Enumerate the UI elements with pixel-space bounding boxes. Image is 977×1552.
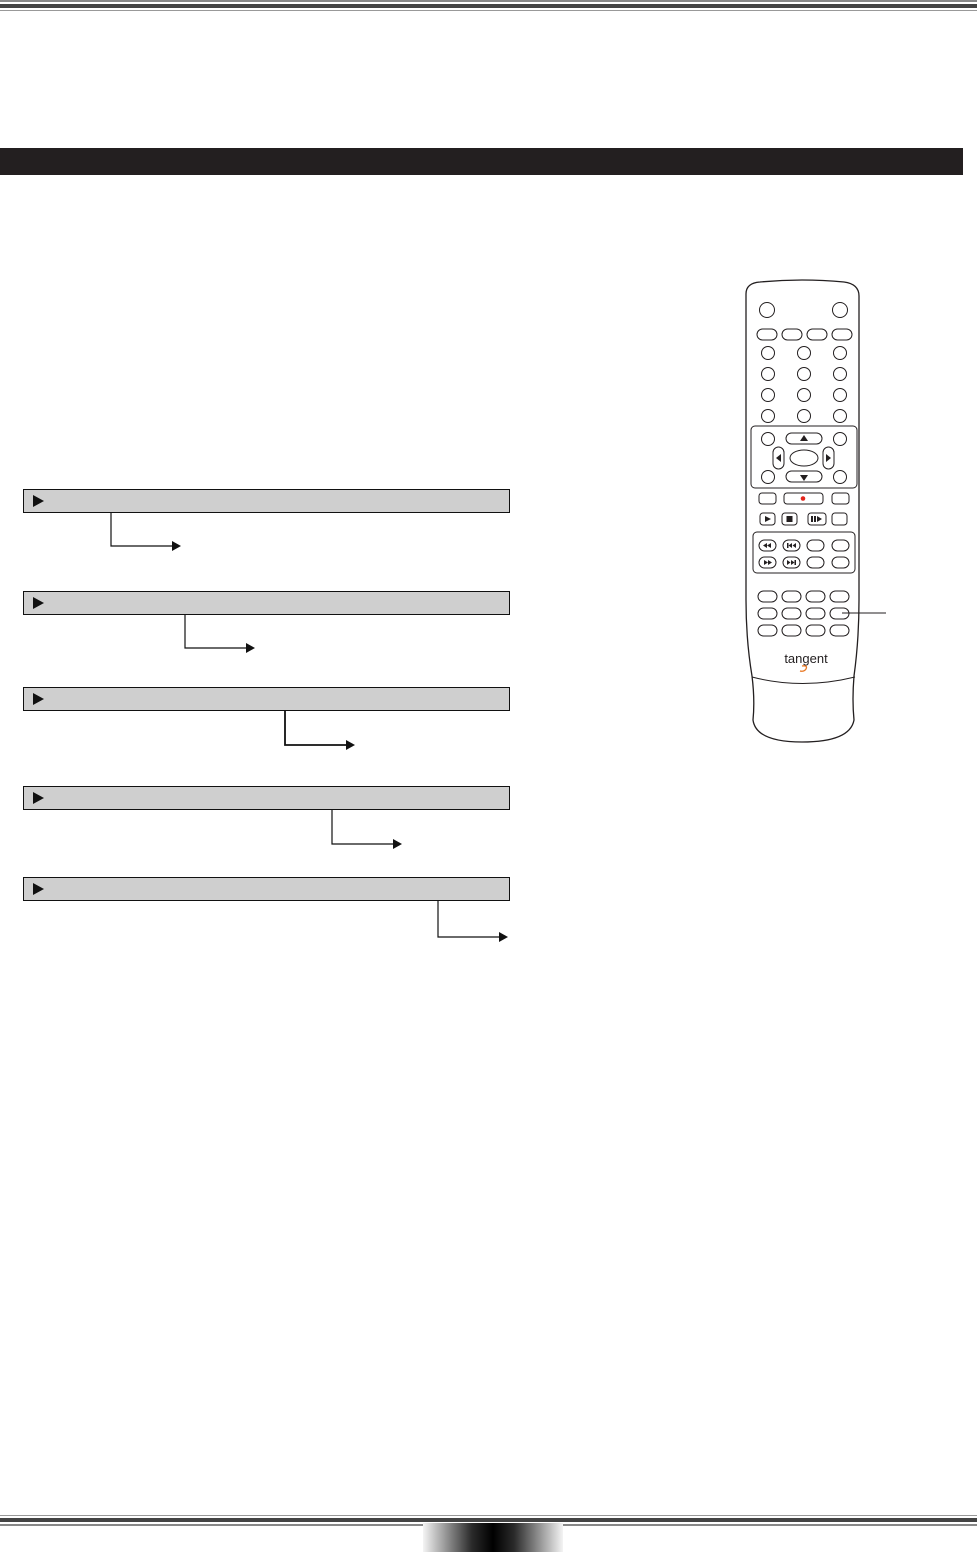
pill-button (758, 608, 777, 619)
submenu-arrow (282, 711, 362, 751)
section-title-bar (0, 148, 963, 175)
submenu-arrow (329, 810, 409, 850)
round-button (762, 471, 775, 484)
record-dot-icon (801, 496, 806, 501)
pill-button (758, 625, 777, 636)
round-button (834, 471, 847, 484)
stop-icon (787, 516, 793, 522)
remote-control-illustration (740, 278, 900, 748)
number-button (762, 368, 775, 381)
brand-logo: tangent (784, 651, 828, 666)
number-button (834, 347, 847, 360)
square-button (832, 513, 847, 525)
number-button (762, 389, 775, 402)
header-rule (0, 0, 977, 19)
pill-button (807, 329, 827, 340)
number-button (798, 347, 811, 360)
ok-button (790, 450, 818, 466)
square-button (832, 493, 849, 504)
pill-button (757, 329, 777, 340)
number-button (834, 368, 847, 381)
play-triangle-icon (33, 597, 44, 609)
number-button (798, 368, 811, 381)
pill-button (782, 591, 801, 602)
menu-row-5 (23, 877, 510, 901)
pill-button (807, 540, 824, 551)
number-button (762, 347, 775, 360)
number-button (798, 389, 811, 402)
pill-button (758, 591, 777, 602)
submenu-arrow (182, 615, 262, 655)
play-triangle-icon (33, 883, 44, 895)
play-triangle-icon (33, 693, 44, 705)
menu-row-3 (23, 687, 510, 711)
pill-button (832, 329, 852, 340)
menu-row-2 (23, 591, 510, 615)
menu-row-4 (23, 786, 510, 810)
pill-button (830, 625, 849, 636)
play-triangle-icon (33, 792, 44, 804)
round-button (760, 303, 775, 318)
number-button (834, 410, 847, 423)
number-button (834, 389, 847, 402)
pill-button (782, 608, 801, 619)
submenu-arrow (435, 901, 515, 941)
square-button (759, 493, 776, 504)
pill-button (806, 608, 825, 619)
play-triangle-icon (33, 495, 44, 507)
number-button (798, 410, 811, 423)
submenu-arrow (108, 513, 188, 553)
pill-button (806, 591, 825, 602)
menu-row-1 (23, 489, 510, 513)
pill-button (782, 625, 801, 636)
pill-button (832, 540, 849, 551)
pill-button (782, 329, 802, 340)
pill-button (832, 557, 849, 568)
round-button (834, 433, 847, 446)
pill-button (830, 591, 849, 602)
number-button (762, 410, 775, 423)
page-number-tab (423, 1523, 563, 1552)
prev-icon (787, 543, 789, 548)
round-button (762, 433, 775, 446)
pill-button (807, 557, 824, 568)
round-button (833, 303, 848, 318)
pill-button (806, 625, 825, 636)
